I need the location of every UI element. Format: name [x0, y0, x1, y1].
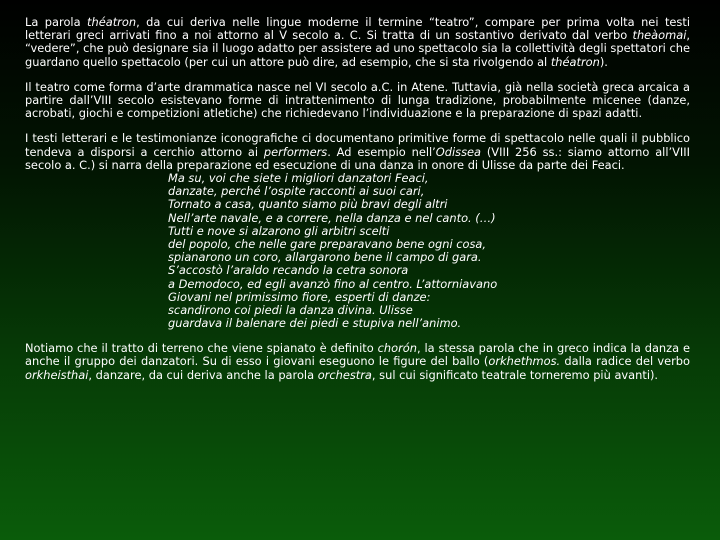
text-run: , la stessa parola che in greco indica la danza e anche il gruppo dei danzatori. Su di esso i giovani eseguono le figure del ballo (	[25, 341, 691, 369]
term-orkhethmos: orkhethmos.	[488, 354, 561, 369]
term-orkheisthai: orkheisthai	[25, 367, 89, 382]
quote-line: Ma su, voi che siete i migliori danzatori Feaci,	[168, 171, 429, 186]
text-run: La parola	[25, 15, 88, 29]
text-run: dalla radice del verbo	[560, 354, 691, 369]
term-theatron: théatron	[550, 54, 600, 69]
text-run: (VIII 256 ss.: siamo attorno all’VIII secolo a. C.) si narra della preparazione ed esecuzione di una danza in onore di Ulisse da parte dei Feaci.	[25, 144, 690, 172]
term-performers: performers	[263, 144, 328, 159]
text-run: , sul cui significato teatrale torneremo più avanti).	[371, 367, 659, 382]
text-run: , “vedere”, che può designare sia il luogo adatto per assistere ad uno spettacolo sia la collettività degli spettatori che guardano quello spettacolo (per cui un attore può dire, ad esempio, che si sta rivolgendo al	[25, 28, 690, 69]
paragraph-sources	[25, 132, 690, 172]
quote-line: S’accostò l’araldo recando la cetra sonora	[168, 263, 409, 278]
term-orchestra: orchestra	[317, 367, 372, 382]
text-run: Notiamo che il tratto di terreno che viene spianato è definito	[25, 341, 378, 356]
quote-line: Tornato a casa, quanto siamo più bravi degli altri	[168, 197, 448, 212]
quote-line: a Demodoco, ed egli avanzò fino al centro. L’attorniavano	[168, 276, 498, 291]
title-odissea: Odissea	[435, 144, 482, 159]
slide-content	[25, 16, 690, 382]
paragraph-choron	[25, 342, 690, 382]
quote-line: Nell’arte navale, e a correre, nella danza e nel canto. (…)	[168, 210, 496, 225]
quote-line: danzate, perché l’ospite racconti ai suoi cari,	[168, 184, 425, 199]
quote-line: scandirono coi piedi la danza divina. Ulisse	[168, 302, 413, 317]
quote-line: Giovani nel primissimo fiore, esperti di danze:	[168, 289, 431, 304]
quote-line: del popolo, che nelle gare preparavano bene ogni cosa,	[168, 236, 486, 251]
paragraph-origins: Il teatro come forma d’arte drammatica nasce nel VI secolo a.C. in Atene. Tuttavia, già nella società greca arcaica a partire dall’VIII secolo esistevano forme di intrattenimento di lunga tradizione, probabilmente micenee (danze, acrobati, giochi e competizioni atletiche) che richiedevano l’individuazione e la preparazione di spazi adatti.	[25, 79, 690, 121]
term-choron: chorón	[377, 341, 417, 356]
paragraph-theatron	[25, 16, 690, 69]
text-run: . Ad esempio nell’	[327, 144, 436, 159]
text-run: , da cui deriva nelle lingue moderne il termine “teatro”, compare per prima volta nei testi letterari greci arrivati fino a noi attorno al V secolo a. C. Si tratta di un sostantivo derivato dal verbo	[25, 15, 690, 43]
text-run: , danzare, da cui deriva anche la parola	[88, 367, 318, 382]
odyssey-quote	[168, 172, 690, 330]
quote-line: guardava il balenare dei piedi e stupiva nell’animo.	[168, 316, 462, 331]
quote-line: Tutti e nove si alzarono gli arbitri scelti	[168, 223, 390, 238]
quote-line: spianarono un coro, allargarono bene il campo di gara.	[168, 250, 482, 265]
text-run: I testi letterari e le testimonianze iconografiche ci documentano primitive forme di spettacolo nelle quali il pubblico tendeva a disporsi a cerchio attorno ai	[25, 131, 690, 159]
text-run: ).	[599, 54, 608, 69]
term-theaomai: theàomai	[632, 28, 687, 43]
term-theatron: théatron	[87, 15, 137, 29]
